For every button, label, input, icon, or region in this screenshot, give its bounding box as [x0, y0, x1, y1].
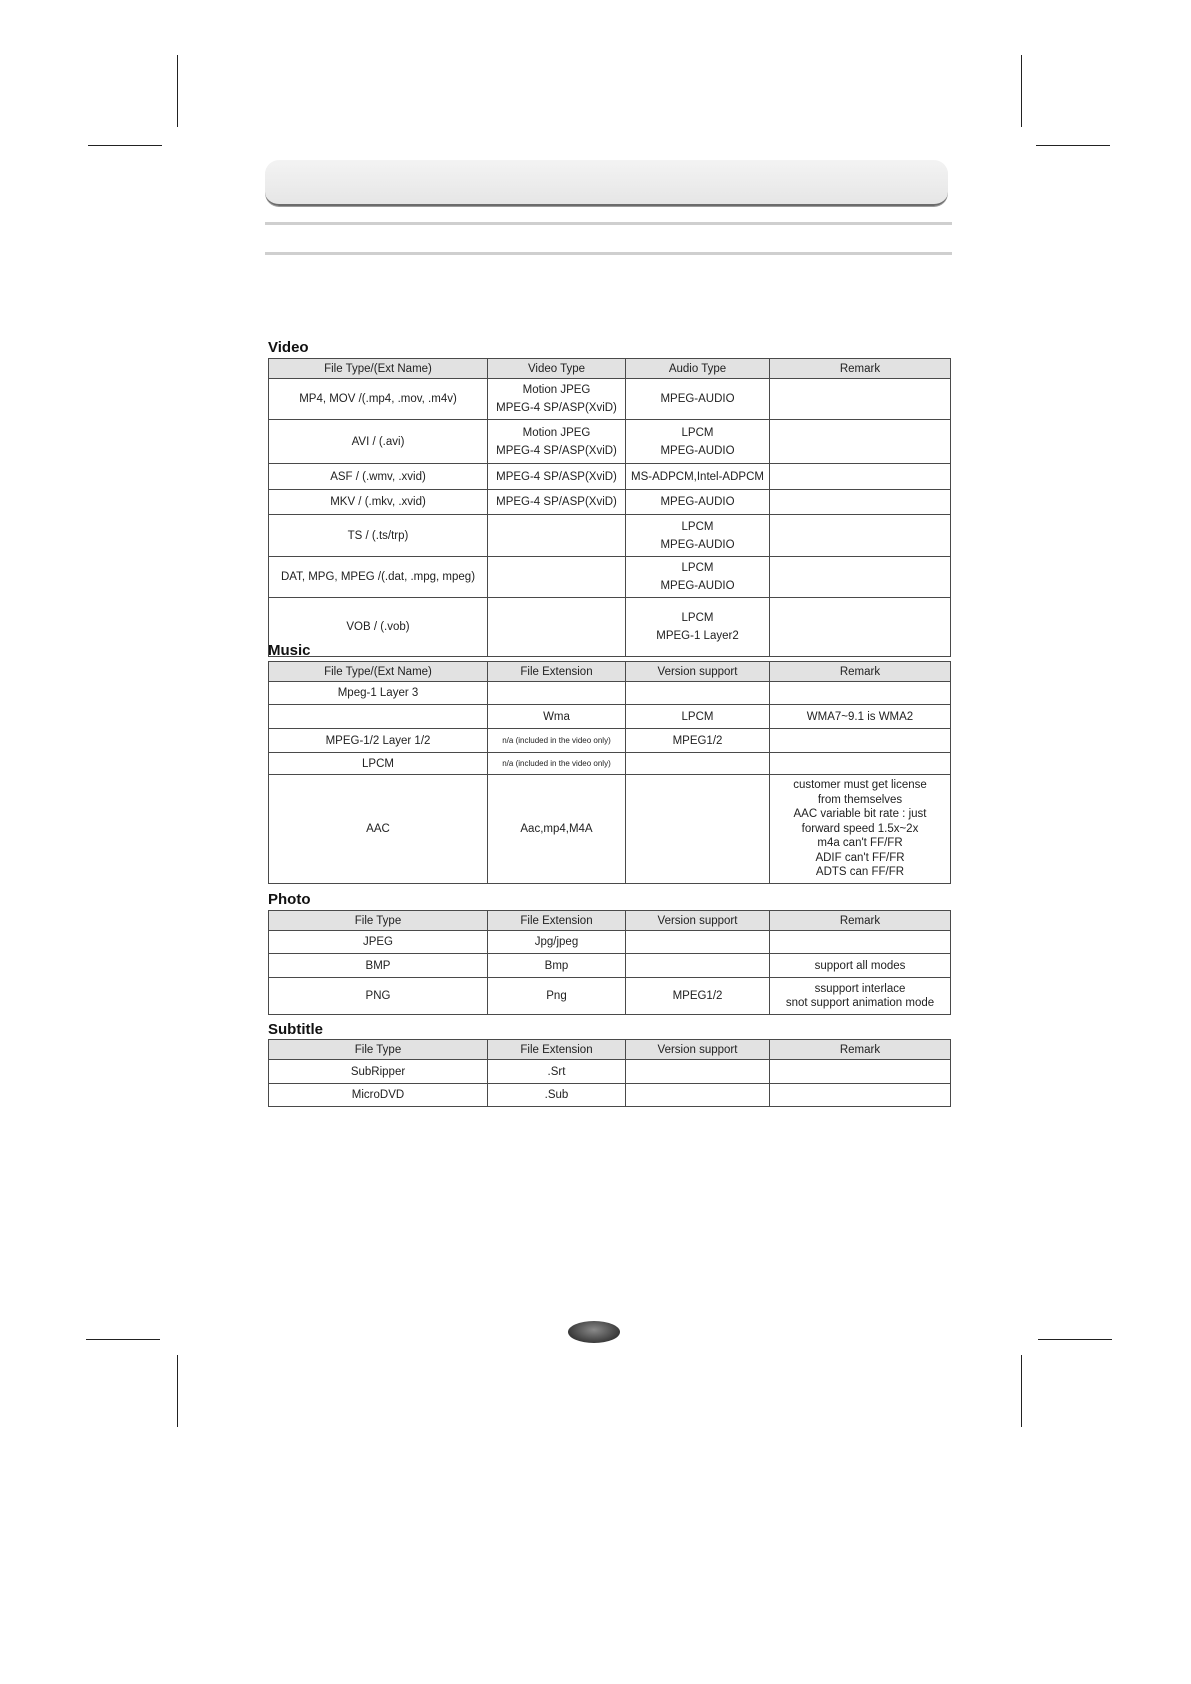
table-header-row: [269, 911, 951, 931]
table-row: [269, 1084, 951, 1107]
file-extension-cell: .Srt: [488, 1060, 626, 1084]
version-cell: [626, 954, 770, 978]
video-type-cell: MPEG-4 SP/ASP(XviD): [488, 490, 626, 515]
file-type-cell: AVI / (.avi): [269, 420, 488, 464]
table-header-row: [269, 662, 951, 682]
column-header: Version support: [626, 911, 770, 931]
table-row: [269, 931, 951, 954]
file-extension-cell: Aac,mp4,M4A: [488, 775, 626, 884]
video-table: [268, 358, 951, 657]
table-row: [269, 490, 951, 515]
remark-cell: [770, 931, 951, 954]
column-header: Remark: [770, 1040, 951, 1060]
version-cell: [626, 682, 770, 705]
file-type-cell: BMP: [269, 954, 488, 978]
table-row: [269, 705, 951, 729]
table-row: [269, 729, 951, 753]
audio-type-cell: LPCM MPEG-AUDIO: [626, 420, 770, 464]
remark-cell: [770, 729, 951, 753]
column-header: Remark: [770, 662, 951, 682]
column-header: File Type/(Ext Name): [269, 662, 488, 682]
file-extension-cell: n/a (included in the video only): [488, 729, 626, 753]
table-row: [269, 775, 951, 884]
remark-cell: [770, 420, 951, 464]
audio-type-cell: MPEG-AUDIO: [626, 490, 770, 515]
remark-cell: [770, 753, 951, 775]
column-header: File Extension: [488, 1040, 626, 1060]
photo-table: [268, 910, 951, 1015]
file-type-cell: MPEG-1/2 Layer 1/2: [269, 729, 488, 753]
video-type-cell: MPEG-4 SP/ASP(XviD): [488, 464, 626, 490]
remark-cell: [770, 682, 951, 705]
column-header: Remark: [770, 911, 951, 931]
remark-cell: support all modes: [770, 954, 951, 978]
crop-mark-top-right-vertical: [1021, 55, 1022, 127]
column-header: File Type: [269, 911, 488, 931]
remark-cell: [770, 1060, 951, 1084]
remark-cell: [770, 490, 951, 515]
file-type-cell: ASF / (.wmv, .xvid): [269, 464, 488, 490]
file-type-cell: VOB / (.vob): [269, 598, 488, 657]
file-type-cell: LPCM: [269, 753, 488, 775]
version-cell: MPEG1/2: [626, 729, 770, 753]
crop-mark-bottom-left-vertical: [177, 1355, 178, 1427]
file-type-cell: MKV / (.mkv, .xvid): [269, 490, 488, 515]
subtitle-table: [268, 1039, 951, 1107]
file-type-cell: SubRipper: [269, 1060, 488, 1084]
column-header: File Extension: [488, 911, 626, 931]
file-extension-cell: .Sub: [488, 1084, 626, 1107]
file-type-cell: [269, 705, 488, 729]
video-type-cell: [488, 515, 626, 557]
column-header: File Extension: [488, 662, 626, 682]
column-header: Version support: [626, 662, 770, 682]
column-header: Video Type: [488, 359, 626, 379]
file-type-cell: JPEG: [269, 931, 488, 954]
file-type-cell: PNG: [269, 978, 488, 1015]
photo-section-title: Photo: [268, 891, 311, 908]
page-number-badge: [568, 1321, 620, 1343]
crop-mark-bottom-left-horizontal: [86, 1339, 160, 1340]
file-extension-cell: Bmp: [488, 954, 626, 978]
column-header: File Type/(Ext Name): [269, 359, 488, 379]
remark-cell: [770, 464, 951, 490]
file-type-cell: MP4, MOV /(.mp4, .mov, .m4v): [269, 379, 488, 420]
table-row: [269, 598, 951, 657]
audio-type-cell: MPEG-AUDIO: [626, 379, 770, 420]
table-row: [269, 515, 951, 557]
column-header: Audio Type: [626, 359, 770, 379]
crop-mark-bottom-right-vertical: [1021, 1355, 1022, 1427]
file-extension-cell: Png: [488, 978, 626, 1015]
table-row: [269, 682, 951, 705]
remark-cell: [770, 379, 951, 420]
version-cell: [626, 1060, 770, 1084]
column-header: Version support: [626, 1040, 770, 1060]
table-row: [269, 753, 951, 775]
table-row: [269, 379, 951, 420]
file-extension-cell: [488, 682, 626, 705]
version-cell: LPCM: [626, 705, 770, 729]
version-cell: MPEG1/2: [626, 978, 770, 1015]
audio-type-cell: LPCM MPEG-AUDIO: [626, 515, 770, 557]
remark-cell: [770, 557, 951, 598]
version-cell: [626, 753, 770, 775]
column-header: File Type: [269, 1040, 488, 1060]
table-header-row: [269, 359, 951, 379]
version-cell: [626, 775, 770, 884]
header-rule-top: [265, 222, 952, 225]
file-extension-cell: Wma: [488, 705, 626, 729]
remark-cell: [770, 1084, 951, 1107]
file-extension-cell: n/a (included in the video only): [488, 753, 626, 775]
remark-cell: [770, 515, 951, 557]
audio-type-cell: LPCM MPEG-1 Layer2: [626, 598, 770, 657]
video-type-cell: Motion JPEG MPEG-4 SP/ASP(XviD): [488, 420, 626, 464]
file-type-cell: AAC: [269, 775, 488, 884]
video-section-title: Video: [268, 339, 309, 356]
table-row: [269, 557, 951, 598]
audio-type-cell: LPCM MPEG-AUDIO: [626, 557, 770, 598]
header-rule-bottom: [265, 252, 952, 255]
table-row: [269, 1060, 951, 1084]
page-header-bar: [265, 160, 948, 206]
video-type-cell: [488, 557, 626, 598]
version-cell: [626, 931, 770, 954]
video-type-cell: Motion JPEG MPEG-4 SP/ASP(XviD): [488, 379, 626, 420]
column-header: Remark: [770, 359, 951, 379]
crop-mark-bottom-right-horizontal: [1038, 1339, 1112, 1340]
version-cell: [626, 1084, 770, 1107]
remark-cell: [770, 598, 951, 657]
music-table: [268, 661, 951, 884]
file-type-cell: Mpeg-1 Layer 3: [269, 682, 488, 705]
remark-cell: ssupport interlace snot support animation mode: [770, 978, 951, 1015]
table-row: [269, 464, 951, 490]
crop-mark-top-left-horizontal: [88, 145, 162, 146]
file-type-cell: TS / (.ts/trp): [269, 515, 488, 557]
subtitle-section-title: Subtitle: [268, 1021, 323, 1038]
music-section-title: Music: [268, 642, 311, 659]
file-type-cell: DAT, MPG, MPEG /(.dat, .mpg, mpeg): [269, 557, 488, 598]
remark-cell: customer must get license from themselves AAC variable bit rate : just forward speed 1.5x~2x m4a can't FF/FR ADIF can't FF/FR ADTS can FF/FR: [770, 775, 951, 884]
audio-type-cell: MS-ADPCM,Intel-ADPCM: [626, 464, 770, 490]
remark-cell: WMA7~9.1 is WMA2: [770, 705, 951, 729]
table-row: [269, 954, 951, 978]
file-type-cell: MicroDVD: [269, 1084, 488, 1107]
table-row: [269, 978, 951, 1015]
crop-mark-top-left-vertical: [177, 55, 178, 127]
file-extension-cell: Jpg/jpeg: [488, 931, 626, 954]
table-row: [269, 420, 951, 464]
table-header-row: [269, 1040, 951, 1060]
crop-mark-top-right-horizontal: [1036, 145, 1110, 146]
video-type-cell: [488, 598, 626, 657]
